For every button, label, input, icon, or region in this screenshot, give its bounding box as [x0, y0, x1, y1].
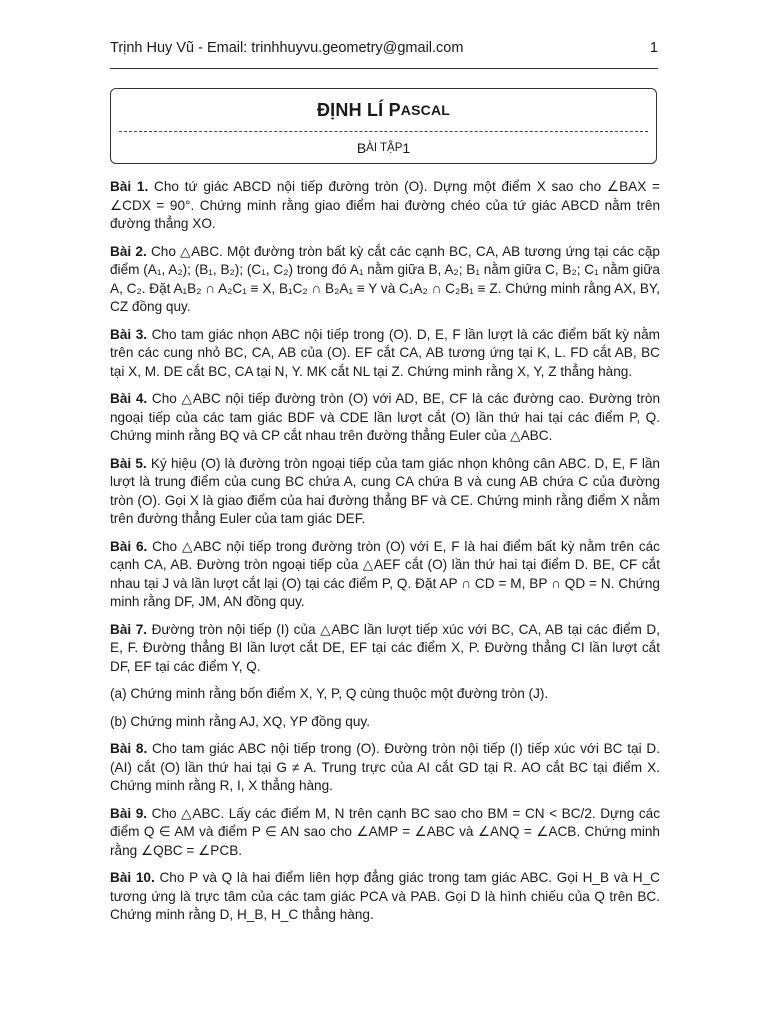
subtitle-smallcaps: ÀI TẬP: [366, 142, 403, 154]
problem-label: Bài 4.: [110, 391, 148, 406]
problem-label: Bài 5.: [110, 455, 147, 471]
part-label: (a): [110, 686, 127, 701]
problem-text: Cho △ABC nội tiếp đường tròn (O) với AD, BE, CF là các đường cao. Đường tròn ngoại tiếp của các tam giác BDF và CDE lần lượt cắt (O) lần thứ hai tại các điểm P, Q. Chứng minh rằng BQ và CP cắt nhau trên đường thẳng Euler của △ABC.: [110, 391, 660, 443]
problem-label: Bài 2.: [110, 243, 147, 259]
page-header: [110, 40, 658, 69]
problem-text: Cho △ABC. Lấy các điểm M, N trên cạnh BC sao cho BM = CN < BC/2. Dựng các điểm Q ∈ AM và điểm P ∈ AN sao cho ∠AMP = ∠ABC và ∠ANQ = ∠ACB. Chứng minh rằng ∠QBC = ∠PCB.: [110, 805, 660, 858]
problem-label: Bài 1.: [110, 179, 149, 194]
problem-label: Bài 3.: [110, 326, 148, 342]
title-main-smallcaps: ASCAL: [400, 102, 451, 118]
problem-label: Bài 10.: [110, 870, 155, 885]
document-title: [111, 89, 656, 131]
problem-label: Bài 6.: [110, 538, 148, 554]
problem-8: [110, 740, 660, 796]
problem-label: Bài 8.: [110, 741, 148, 756]
problem-4: [110, 390, 660, 446]
document-subtitle: [111, 132, 656, 164]
problem-7-part-a: [110, 685, 660, 704]
problem-text: Cho tam giác ABC nội tiếp trong (O). Đường tròn nội tiếp (I) tiếp xúc với BC tại D. (AI) cắt (O) lần thứ hai tại G ≠ A. Trung trực của AI cắt GD tại R. AO cắt BC tại điểm X. Chứng minh rằng R, I, X thẳng hàng.: [110, 741, 660, 793]
title-box: [110, 88, 657, 164]
problem-2: [110, 243, 660, 317]
problem-10: [110, 869, 660, 925]
part-text: Chứng minh rằng bốn điểm X, Y, P, Q cùng thuộc một đường tròn (J).: [130, 686, 549, 701]
problem-3: [110, 326, 660, 382]
problem-1: [110, 178, 660, 234]
problem-7: [110, 621, 660, 677]
problem-list: [110, 178, 660, 934]
problem-text: Đường tròn nội tiếp (I) của △ABC lần lượt tiếp xúc với BC, CA, AB tại các điểm D, E, F. Đường thẳng BI lần lượt cắt DE, EF tại các điểm X, P. Đường thẳng CI lần lượt cắt DF, EF tại các điểm Y, Q.: [110, 621, 660, 674]
problem-text: Cho tam giác nhọn ABC nội tiếp trong (O). D, E, F lần lượt là các điểm bất kỳ nằm trên các cung nhỏ BC, CA, AB của (O). EF cắt CA, AB tương ứng tại K, L. FD cắt AB, BC tại X, M. DE cắt BC, CA tại N, Y. MK cắt NL tại Z. Chứng minh rằng X, Y, Z thẳng hàng.: [110, 326, 660, 379]
subtitle-first: B: [356, 140, 367, 156]
author-line: Trịnh Huy Vũ - Email: trinhhuyvu.geometry@gmail.com: [110, 40, 464, 56]
title-main-prefix: ĐỊNH LÍ P: [316, 99, 401, 120]
part-text: Chứng minh rằng AJ, XQ, YP đồng quy.: [130, 713, 370, 729]
problem-7-part-b: [110, 713, 660, 732]
problem-label: Bài 9.: [110, 805, 148, 821]
problem-6: [110, 538, 660, 612]
problem-label: Bài 7.: [110, 621, 148, 637]
page-number: 1: [649, 40, 658, 56]
problem-text: Cho △ABC. Một đường tròn bất kỳ cắt các cạnh BC, CA, AB tương ứng tại các cặp điểm (A₁, A₂); (B₁, B₂); (C₁, C₂) trong đó A₁ nằm giữa B, A₂; B₁ nằm giữa C, B₂; C₁ nằm giữa A, C₂. Đặt A₁B₂ ∩ A₂C₁ ≡ X, B₁C₂ ∩ B₂A₁ ≡ Y và C₁A₂ ∩ C₂B₁ ≡ Z. Chứng minh rằng AX, BY, CZ đồng quy.: [110, 243, 660, 314]
subtitle-number: 1: [402, 140, 411, 156]
problem-text: Cho P và Q là hai điểm liên hợp đẳng giác trong tam giác ABC. Gọi H_B và H_C tương ứng là trực tâm của các tam giác PCA và PAB. Gọi D là hình chiếu của Q trên BC. Chứng minh rằng D, H_B, H_C thẳng hàng.: [110, 870, 660, 922]
problem-text: Cho △ABC nội tiếp trong đường tròn (O) với E, F là hai điểm bất kỳ nằm trên các cạnh CA, AB. Đường tròn ngoại tiếp của △AEF cắt (O) lần thứ hai tại điểm D. BE, CF cắt nhau tại J và lần lượt cắt lại (O) tại các điểm P, Q. Đặt AP ∩ CD = M, BP ∩ QD = N. Chứng minh rằng DF, JM, AN đồng quy.: [110, 538, 660, 609]
part-label: (b): [110, 713, 127, 729]
problem-text: Ký hiệu (O) là đường tròn ngoại tiếp của tam giác nhọn không cân ABC. D, E, F lần lượt là trung điểm của cung BC chứa A, cung CA chứa B và cung AB chứa C của đường tròn (O). Gọi X là giao điểm của hai đường thẳng BF và CE. Chứng minh rằng điểm X nằm trên đường thẳng Euler của tam giác DEF.: [110, 455, 660, 526]
problem-9: [110, 805, 660, 861]
problem-5: [110, 455, 660, 529]
problem-text: Cho tứ giác ABCD nội tiếp đường tròn (O). Dựng một điểm X sao cho ∠BAX = ∠CDX = 90°. Chứng minh rằng giao điểm hai đường chéo của tứ giác ABCD nằm trên đường thẳng XO.: [110, 179, 660, 231]
